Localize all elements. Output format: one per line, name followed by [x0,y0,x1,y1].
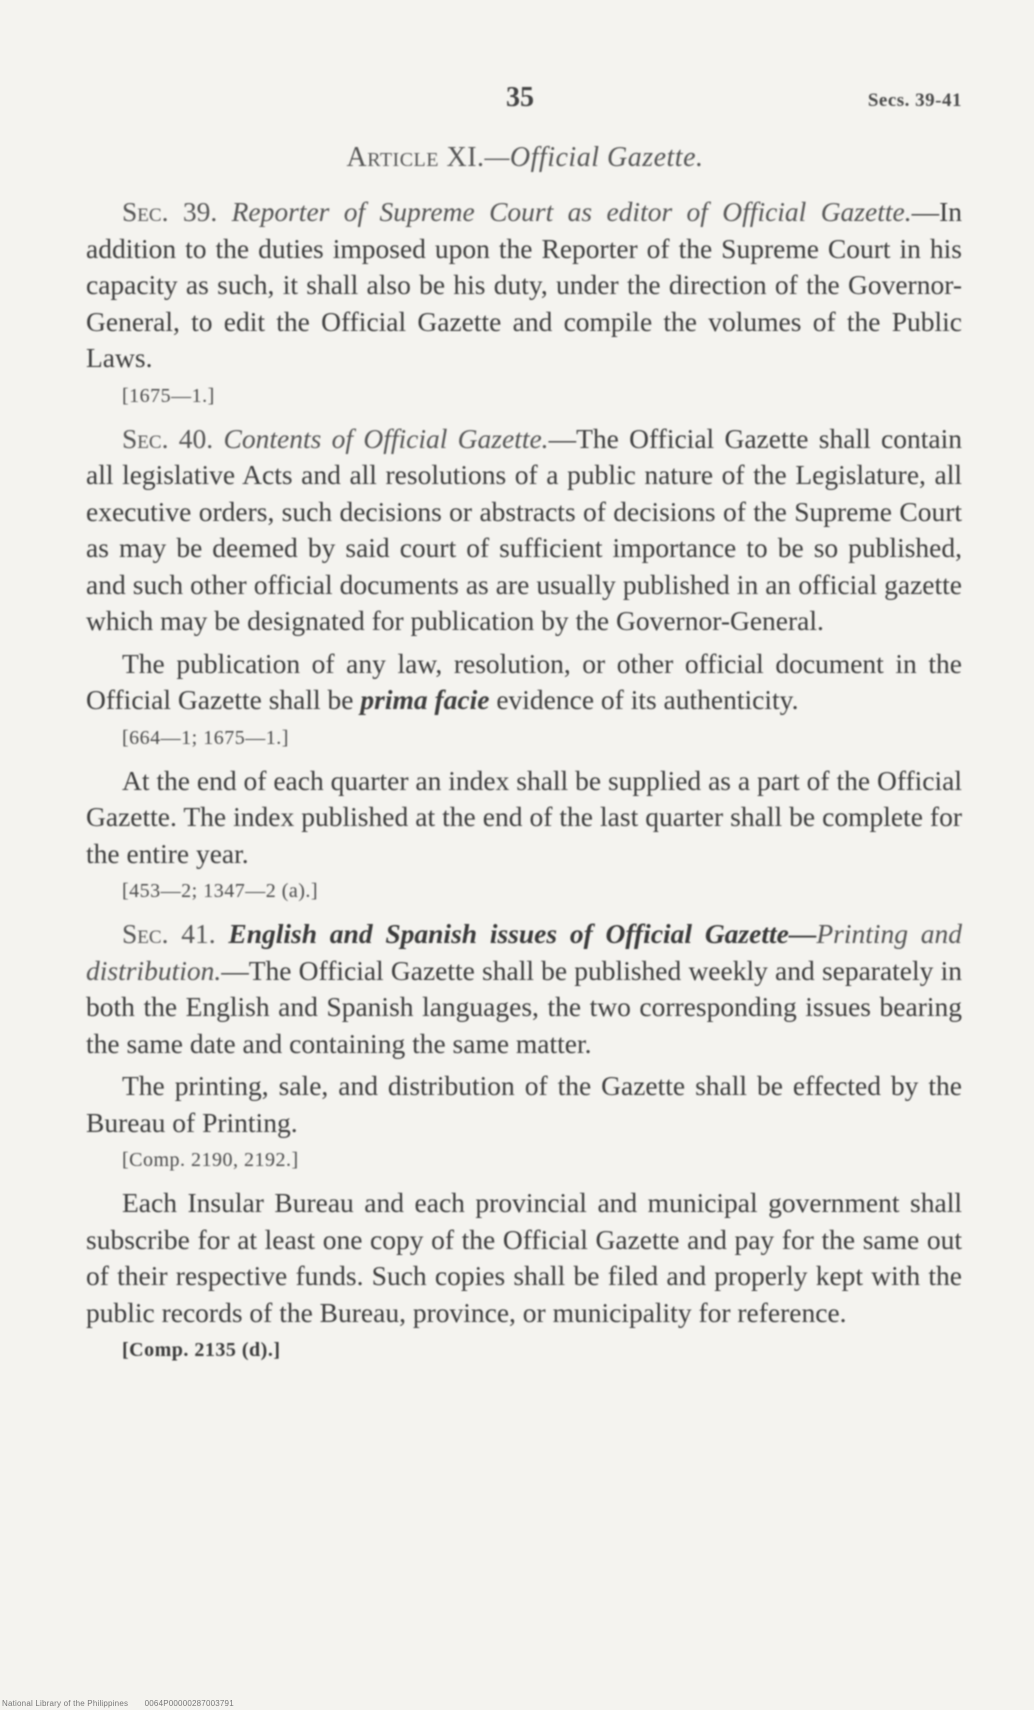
section-range: Secs. 39-41 [867,90,962,111]
article-title [0,142,1034,174]
section-39-text: —In addition to the duties imposed upon the Reporter of the Supreme Court in his capacity as such, it shall also be his duty, under the direction of the Governor-General, to edit the Official Gazette and compile the volumes of the Public Laws. [86,196,962,373]
section-40-para2-after: evidence of its authenticity. [489,684,799,715]
section-40-paragraph-2 [86,646,962,719]
section-40-para2-emph: prima facie [360,684,490,715]
section-40-heading: Contents of Official Gazette. [223,422,549,454]
page-number: 35 [506,82,534,113]
section-41-citation-1: [Comp. 2190, 2192.] [122,1149,299,1171]
section-40-para2-before: The publication of any law, resolution, or other official document in the Official Gazette shall be [86,647,962,715]
page-header [0,82,1034,122]
section-41-paragraph-3: Each Insular Bureau and each provincial and municipal government shall subscribe for at least one copy of the Official Gazette and pay for the same out of their respective funds. Such copies shall be filed and properly kept with the public records of the Bureau, province, or municipality for reference. [86,1187,962,1328]
section-41-paragraph [86,916,962,1062]
section-39-paragraph [86,194,962,377]
article-label: Article XI. [346,142,485,173]
section-41-citation-2: [Comp. 2135 (d).] [122,1339,281,1361]
body-text [86,194,962,1375]
section-41-paragraph-2: The printing, sale, and distribution of the Gazette shall be effected by the Bureau of Printing. [86,1070,962,1138]
section-40-citation-2: [453—2; 1347—2 (a).] [122,880,319,902]
section-40-citation-1: [664—1; 1675—1.] [122,726,289,749]
section-40-paragraph [86,421,962,640]
section-39-citation: [1675—1.] [122,384,215,407]
section-41-heading-italic: Printing and distribution. [86,918,963,986]
section-39-heading: Reporter of Supreme Court as editor of Official Gazette. [231,196,912,227]
footer-id: 0064P00000287003791 [144,1699,234,1708]
scan-footer [2,1699,248,1708]
section-39-number: Sec. 39. [122,196,218,227]
section-40-number: Sec. 40. [122,422,214,454]
footer-library: National Library of the Philippines [2,1699,129,1708]
section-41-text: —The Official Gazette shall be published weekly and separately in both the English and Spanish languages, the two corresponding issues bearing the same date and containing the same matter. [86,954,962,1059]
section-40-paragraph-3: At the end of each quarter an index shall be supplied as a part of the Official Gazette. The index published at the end of the last quarter shall be complete for the entire year. [86,764,962,869]
section-41-number: Sec. 41. [122,918,216,949]
section-41-heading-bold: English and Spanish issues of Official Gazette— [228,918,817,949]
article-title-text: —Official Gazette. [484,142,704,173]
section-40-text: —The Official Gazette shall contain all legislative Acts and all resolutions of a public nature of the Legislature, all executive orders, such decisions or abstracts of decisions of the Supreme Court as may be deemed by said court of sufficient importance to be so published, and such other official documents as are usually published in an official gazette which may be designated for publication by the Governor-General. [86,422,962,636]
